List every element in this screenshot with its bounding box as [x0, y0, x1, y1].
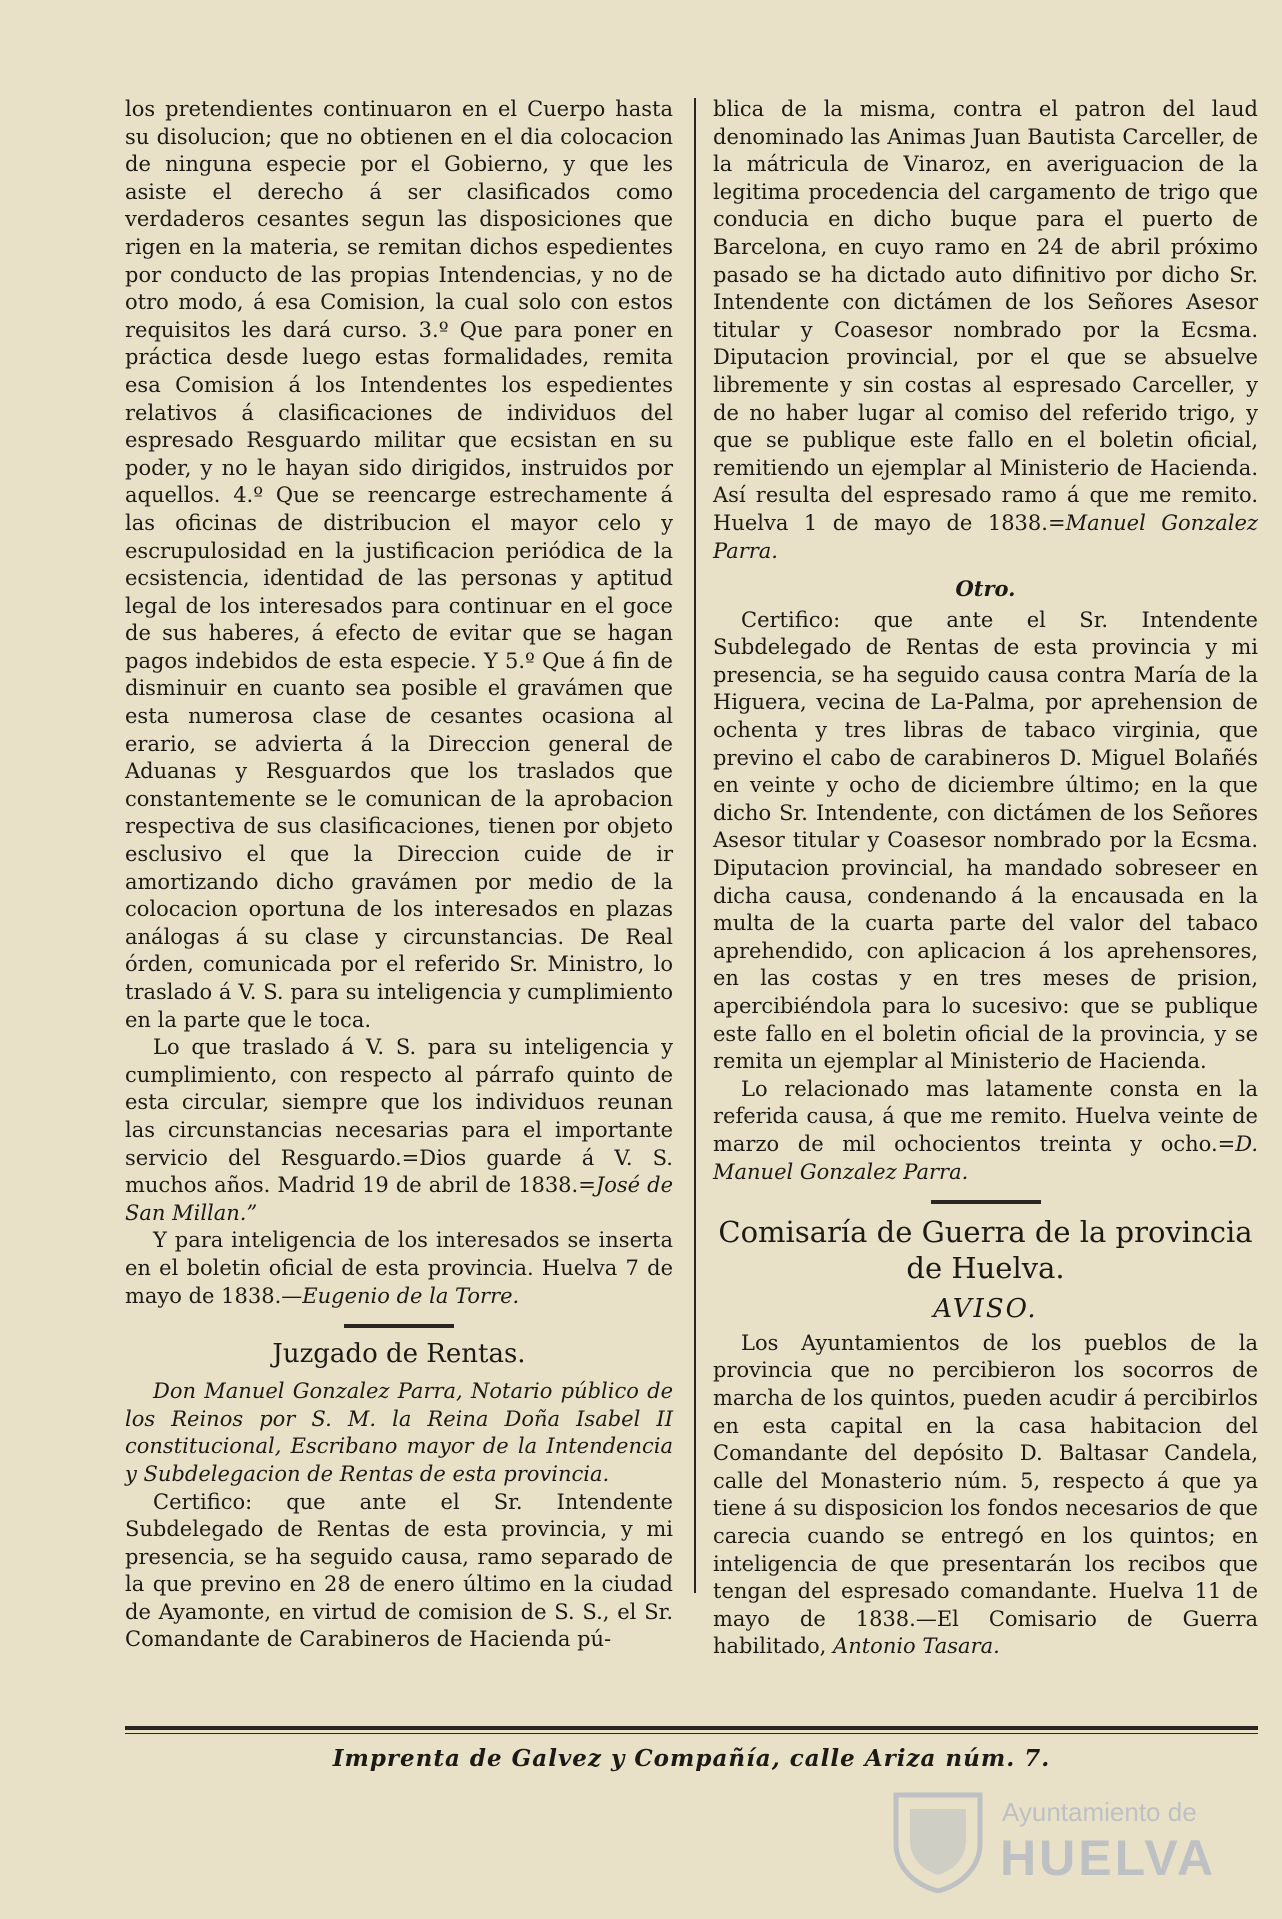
footer-rule-thick — [125, 1726, 1258, 1730]
paragraph-circular-body: los pretendientes continuaron en el Cuerpo hasta su disolucion; que no obtienen en el dia colocacion de ninguna especie por el Gobierno, y que les asiste el derecho á ser clasificados como verdaderos cesantes segun las disposiciones que rigen en la materia, se remitan dichos espedientes por conducto de las propias Intendencias, y no de otro modo, á esa Comision, la cual solo con estos requisitos les dará curso. 3.º Que para poner en práctica desde luego estas formalidades, remita esa Comision á los Intendentes los espedientes relativos á clasificaciones de individuos del espresado Resguardo militar que ecsistan en su poder, y no le hayan sido dirigidos, instruidos por aquellos. 4.º Que se reencarge estrechamente á las oficinas de distribucion el mayor celo y escrupulosidad en la justificacion periódica de la ecsistencia, identidad de las personas y aptitud legal de los interesados para continuar en el goce de sus haberes, á efecto de evitar que se hagan pagos indebidos de esta especie. Y 5.º Que á fin de disminuir en cuanto sea posible el gravámen que esta numerosa clase de cesantes ocasiona al erario, se advierta á la Direccion general de Aduanas y Resguardos que los traslados que constantemente se le comunican de la aprobacion respectiva de sus clasificaciones, tienen por objeto esclusivo el que la Direccion cuide de ir amortizando dicho gravámen por medio de la colocacion oportuna de los interesados en plazas análogas á su clase y circunstancias. De Real órden, comunicada por el referido Sr. Ministro, lo traslado á V. S. para su inteligencia y cumplimiento en la parte que le toca. — [125, 97, 673, 1032]
notary-intro: Don Manuel Gonzalez Parra, Notario público de los Reinos por S. M. la Reina Doña Isabel II constitucional, Escribano mayor de la Intendencia y Subdelegacion de Rentas de esta provincia. — [125, 1379, 673, 1486]
signature-gonzalez-parra-1: Manuel Gonzalez Parra. — [713, 510, 1258, 563]
aviso-heading: AVISO. — [933, 1294, 1038, 1325]
watermark-line2: HUELVA — [1000, 1830, 1217, 1886]
footer-rule-thin — [125, 1733, 1258, 1734]
watermark-line1: Ayuntamiento de — [1002, 1797, 1197, 1827]
section-title-juzgado: Juzgado de Rentas. — [272, 1339, 526, 1370]
section-title-comisaria: Comisaría de Guerra de la provincia de Huelva. — [718, 1215, 1253, 1286]
column-divider — [694, 98, 696, 1593]
paragraph-certifico-1-cont — [713, 96, 1258, 565]
shield-icon — [890, 1789, 986, 1893]
traslado-text: Lo que traslado á V. S. para su inteligencia y cumplimiento, con respecto al párrafo quinto de esta circular, siempre que los individuos reunan las circunstancias necesarias para el importante servicio del Resguardo.=Dios guarde á V. S. muchos años. Madrid 19 de abril de 1838.= — [125, 1035, 673, 1198]
insercion-text: Y para inteligencia de los interesados se inserta en el boletin oficial de esta provincia. Huelva 7 de mayo de 1838.— — [125, 1228, 673, 1308]
paragraph-traslado — [125, 1034, 673, 1227]
ayuntamiento-watermark — [890, 1785, 1260, 1895]
relacionado-text: Lo relacionado mas latamente consta en la referida causa, á que me remito. Huelva veinte de marzo de mil ochocientos treinta y ocho.= — [713, 1076, 1258, 1156]
paragraph-aviso — [713, 1330, 1258, 1661]
paragraph-insercion — [125, 1227, 673, 1310]
aviso-text: Los Ayuntamientos de los pueblos de la provincia que no percibieron los socorros de marcha de los quintos, pueden acudir á percibirlos en esta capital en la casa habitacion del Comandante del depósito D. Baltasar Candela, calle del Monasterio núm. 5, respecto á que ya tiene á su disposicion los fondos necesarios de que carecia cuando se entregó en los quintos; en inteligencia de que presentarán los recibos que tengan del espresado comandante. Huelva 11 de mayo de 1838.—El Comisario de Guerra habilitado, — [713, 1330, 1258, 1659]
right-column — [713, 96, 1258, 1661]
signature-san-millan: José de San Millan.” — [125, 1173, 674, 1225]
signature-de-la-torre: Eugenio de la Torre. — [302, 1283, 520, 1308]
certifico-1-cont-text: blica de la misma, contra el patron del laud denominado las Animas Juan Bautista Carceller, de la mátricula de Vinaroz, en averiguacion de la legitima procedencia del cargamento de trigo que conducia en dicho buque para el puerto de Barcelona, en cuyo ramo en 24 de abril próximo pasado se ha dictado auto difinitivo por dicho Sr. Intendente con dictámen de los Señores Asesor titular y Coasesor nombrado por la Ecsma. Diputacion provincial, por el que se absuelve libremente y sin costas al espresado Carceller, y de no haber lugar al comiso del referido trigo, y que se publique este fallo en el boletin oficial, remitiendo un ejemplar al Ministerio de Hacienda. Así resulta del espresado ramo á que me remito. Huelva 1 de mayo de 1838.= — [713, 97, 1258, 535]
paragraph-certifico-2: Certifico: que ante el Sr. Intendente Subdelegado de Rentas de esta provincia y mi presencia, se ha seguido causa contra María de la Higuera, vecina de La-Palma, por aprehension de ochenta y tres libras de tabaco virginia, que previno el cabo de carabineros D. Miguel Bolañés en veinte y ocho de diciembre último; en la que dicho Sr. Intendente, con dictámen de los Señores Asesor titular y Coasesor nombrado por la Ecsma. Diputacion provincial, ha mandado sobreseer en dicha causa, condenando á la encausada en la multa de la cuarta parte del valor del tabaco aprehendido, con aplicacion á los aprehensores, en las costas y en tres meses de prision, apercibiéndola para lo sucesivo: que se publique este fallo en el boletin oficial de la provincia, y se remita un ejemplar al Ministerio de Hacienda. — [713, 607, 1258, 1074]
paragraph-certifico-1: Certifico: que ante el Sr. Intendente Subdelegado de Rentas de esta provincia, y mi presencia, se ha seguido causa, ramo separado de la que previno en 28 de enero último en la ciudad de Ayamonte, en virtud de comision de S. S., el Sr. Comandante de Carabineros de Hacienda pú- — [125, 1489, 673, 1652]
signature-gonzalez-parra-2: D. Manuel Gonzalez Parra. — [713, 1131, 1258, 1184]
section-divider-right — [931, 1200, 1041, 1204]
left-column — [125, 96, 673, 1654]
section-divider — [344, 1324, 454, 1328]
signature-tasara: Antonio Tasara. — [833, 1634, 1000, 1659]
otro-heading: Otro. — [955, 576, 1016, 602]
printer-imprint: Imprenta de Galvez y Compañía, calle Ariza núm. 7. — [332, 1745, 1051, 1772]
paragraph-relacionado — [713, 1076, 1258, 1186]
